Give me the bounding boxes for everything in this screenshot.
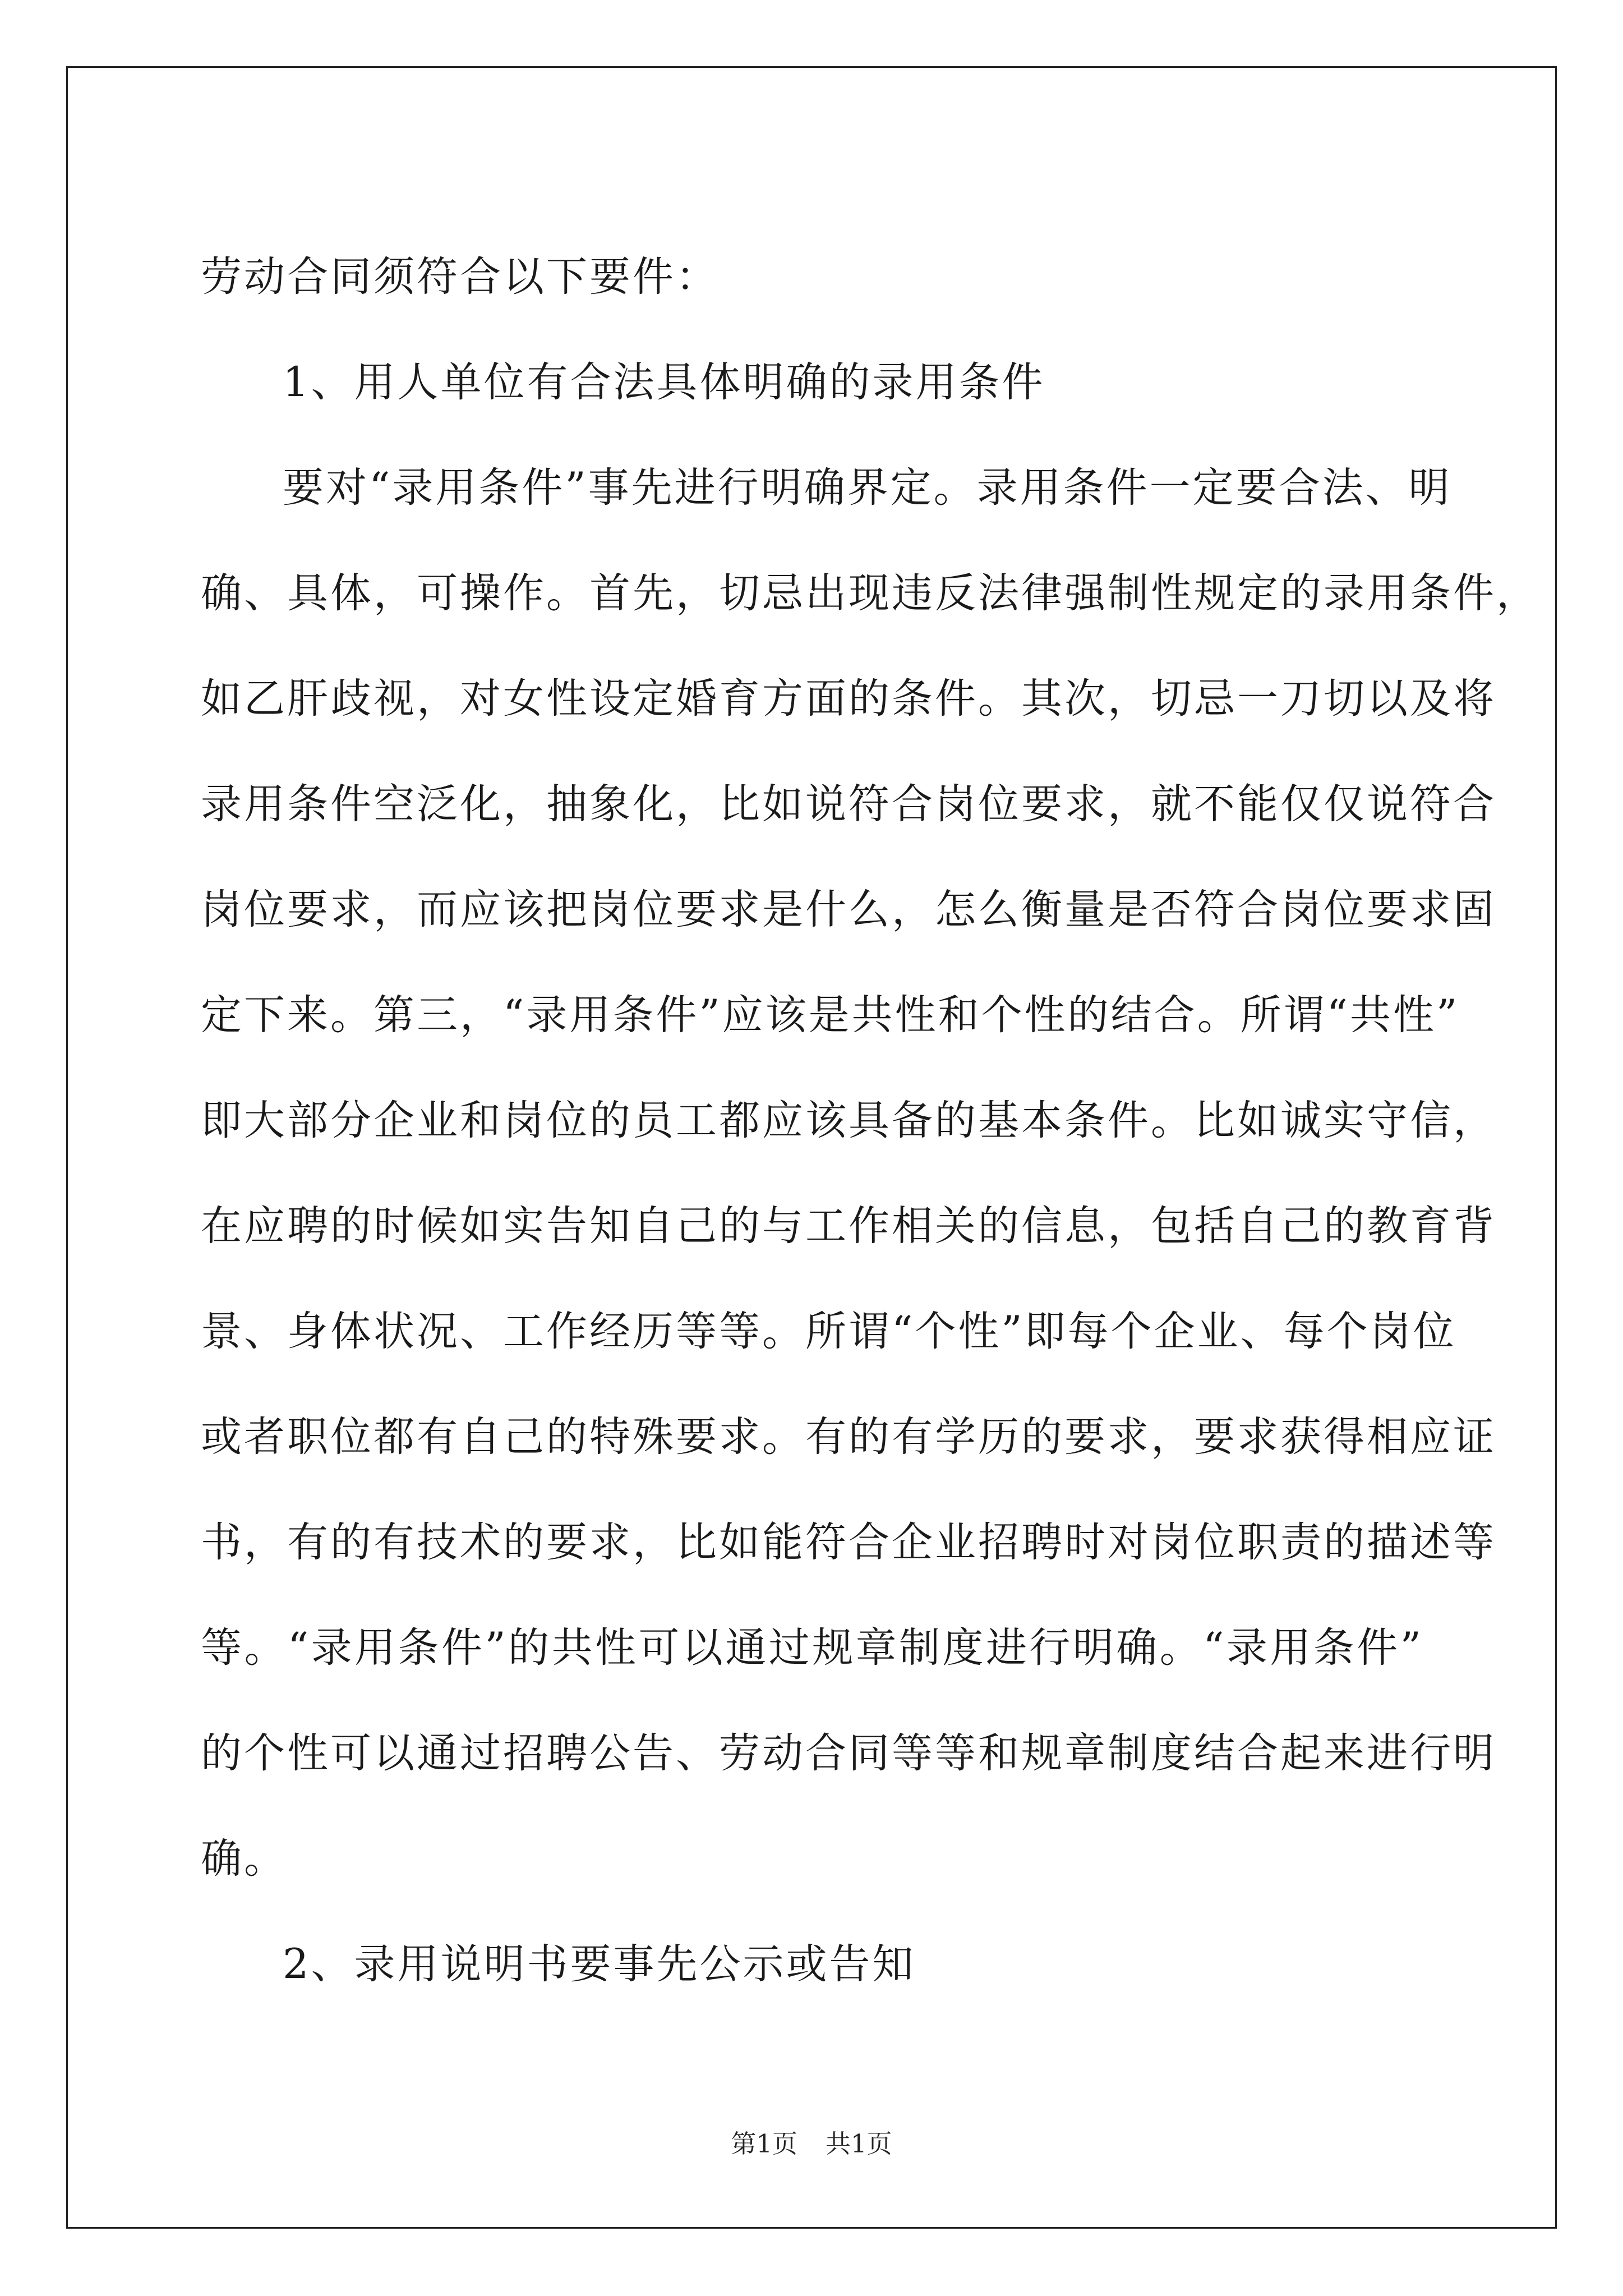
text-line: 确、具体，可操作。首先，切忌出现违反法律强制性规定的录用条件， bbox=[201, 569, 1539, 617]
text-line: 即大部分企业和岗位的员工都应该具备的基本条件。比如诚实守信， bbox=[201, 1097, 1496, 1144]
page-total: 共1页 bbox=[826, 2129, 892, 2159]
text-line: 书，有的有技术的要求，比如能符合企业招聘时对岗位职责的描述等 bbox=[201, 1519, 1496, 1566]
text-line: 岗位要求，而应该把岗位要求是什么，怎么衡量是否符合岗位要求固 bbox=[201, 886, 1496, 933]
document-body bbox=[201, 224, 1539, 2017]
text-line: 等。“录用条件”的共性可以通过规章制度进行明确。“录用条件” bbox=[201, 1624, 1423, 1672]
text-line: 如乙肝歧视，对女性设定婚育方面的条件。其次，切忌一刀切以及将 bbox=[201, 675, 1496, 723]
text-line: 确。 bbox=[201, 1835, 287, 1883]
text-line: 2、录用说明书要事先公示或告知 bbox=[283, 1940, 916, 1988]
page-footer bbox=[0, 2123, 1623, 2160]
text-line: 在应聘的时候如实告知自己的与工作相关的信息，包括自己的教育背 bbox=[201, 1202, 1496, 1250]
text-line: 要对“录用条件”事先进行明确界定。录用条件一定要合法、明 bbox=[283, 464, 1452, 512]
text-line: 或者职位都有自己的特殊要求。有的有学历的要求，要求获得相应证 bbox=[201, 1413, 1496, 1461]
text-line: 劳动合同须符合以下要件： bbox=[201, 253, 719, 301]
text-line: 录用条件空泛化，抽象化，比如说符合岗位要求，就不能仅仅说符合 bbox=[201, 780, 1496, 828]
page-number: 第1页 bbox=[731, 2129, 797, 2159]
text-line: 景、身体状况、工作经历等等。所谓“个性”即每个企业、每个岗位 bbox=[201, 1308, 1456, 1355]
text-line: 定下来。第三，“录用条件”应该是共性和个性的结合。所谓“共性” bbox=[201, 991, 1460, 1039]
text-line: 的个性可以通过招聘公告、劳动合同等等和规章制度结合起来进行明 bbox=[201, 1729, 1496, 1777]
text-line: 1、用人单位有合法具体明确的录用条件 bbox=[283, 358, 1045, 406]
